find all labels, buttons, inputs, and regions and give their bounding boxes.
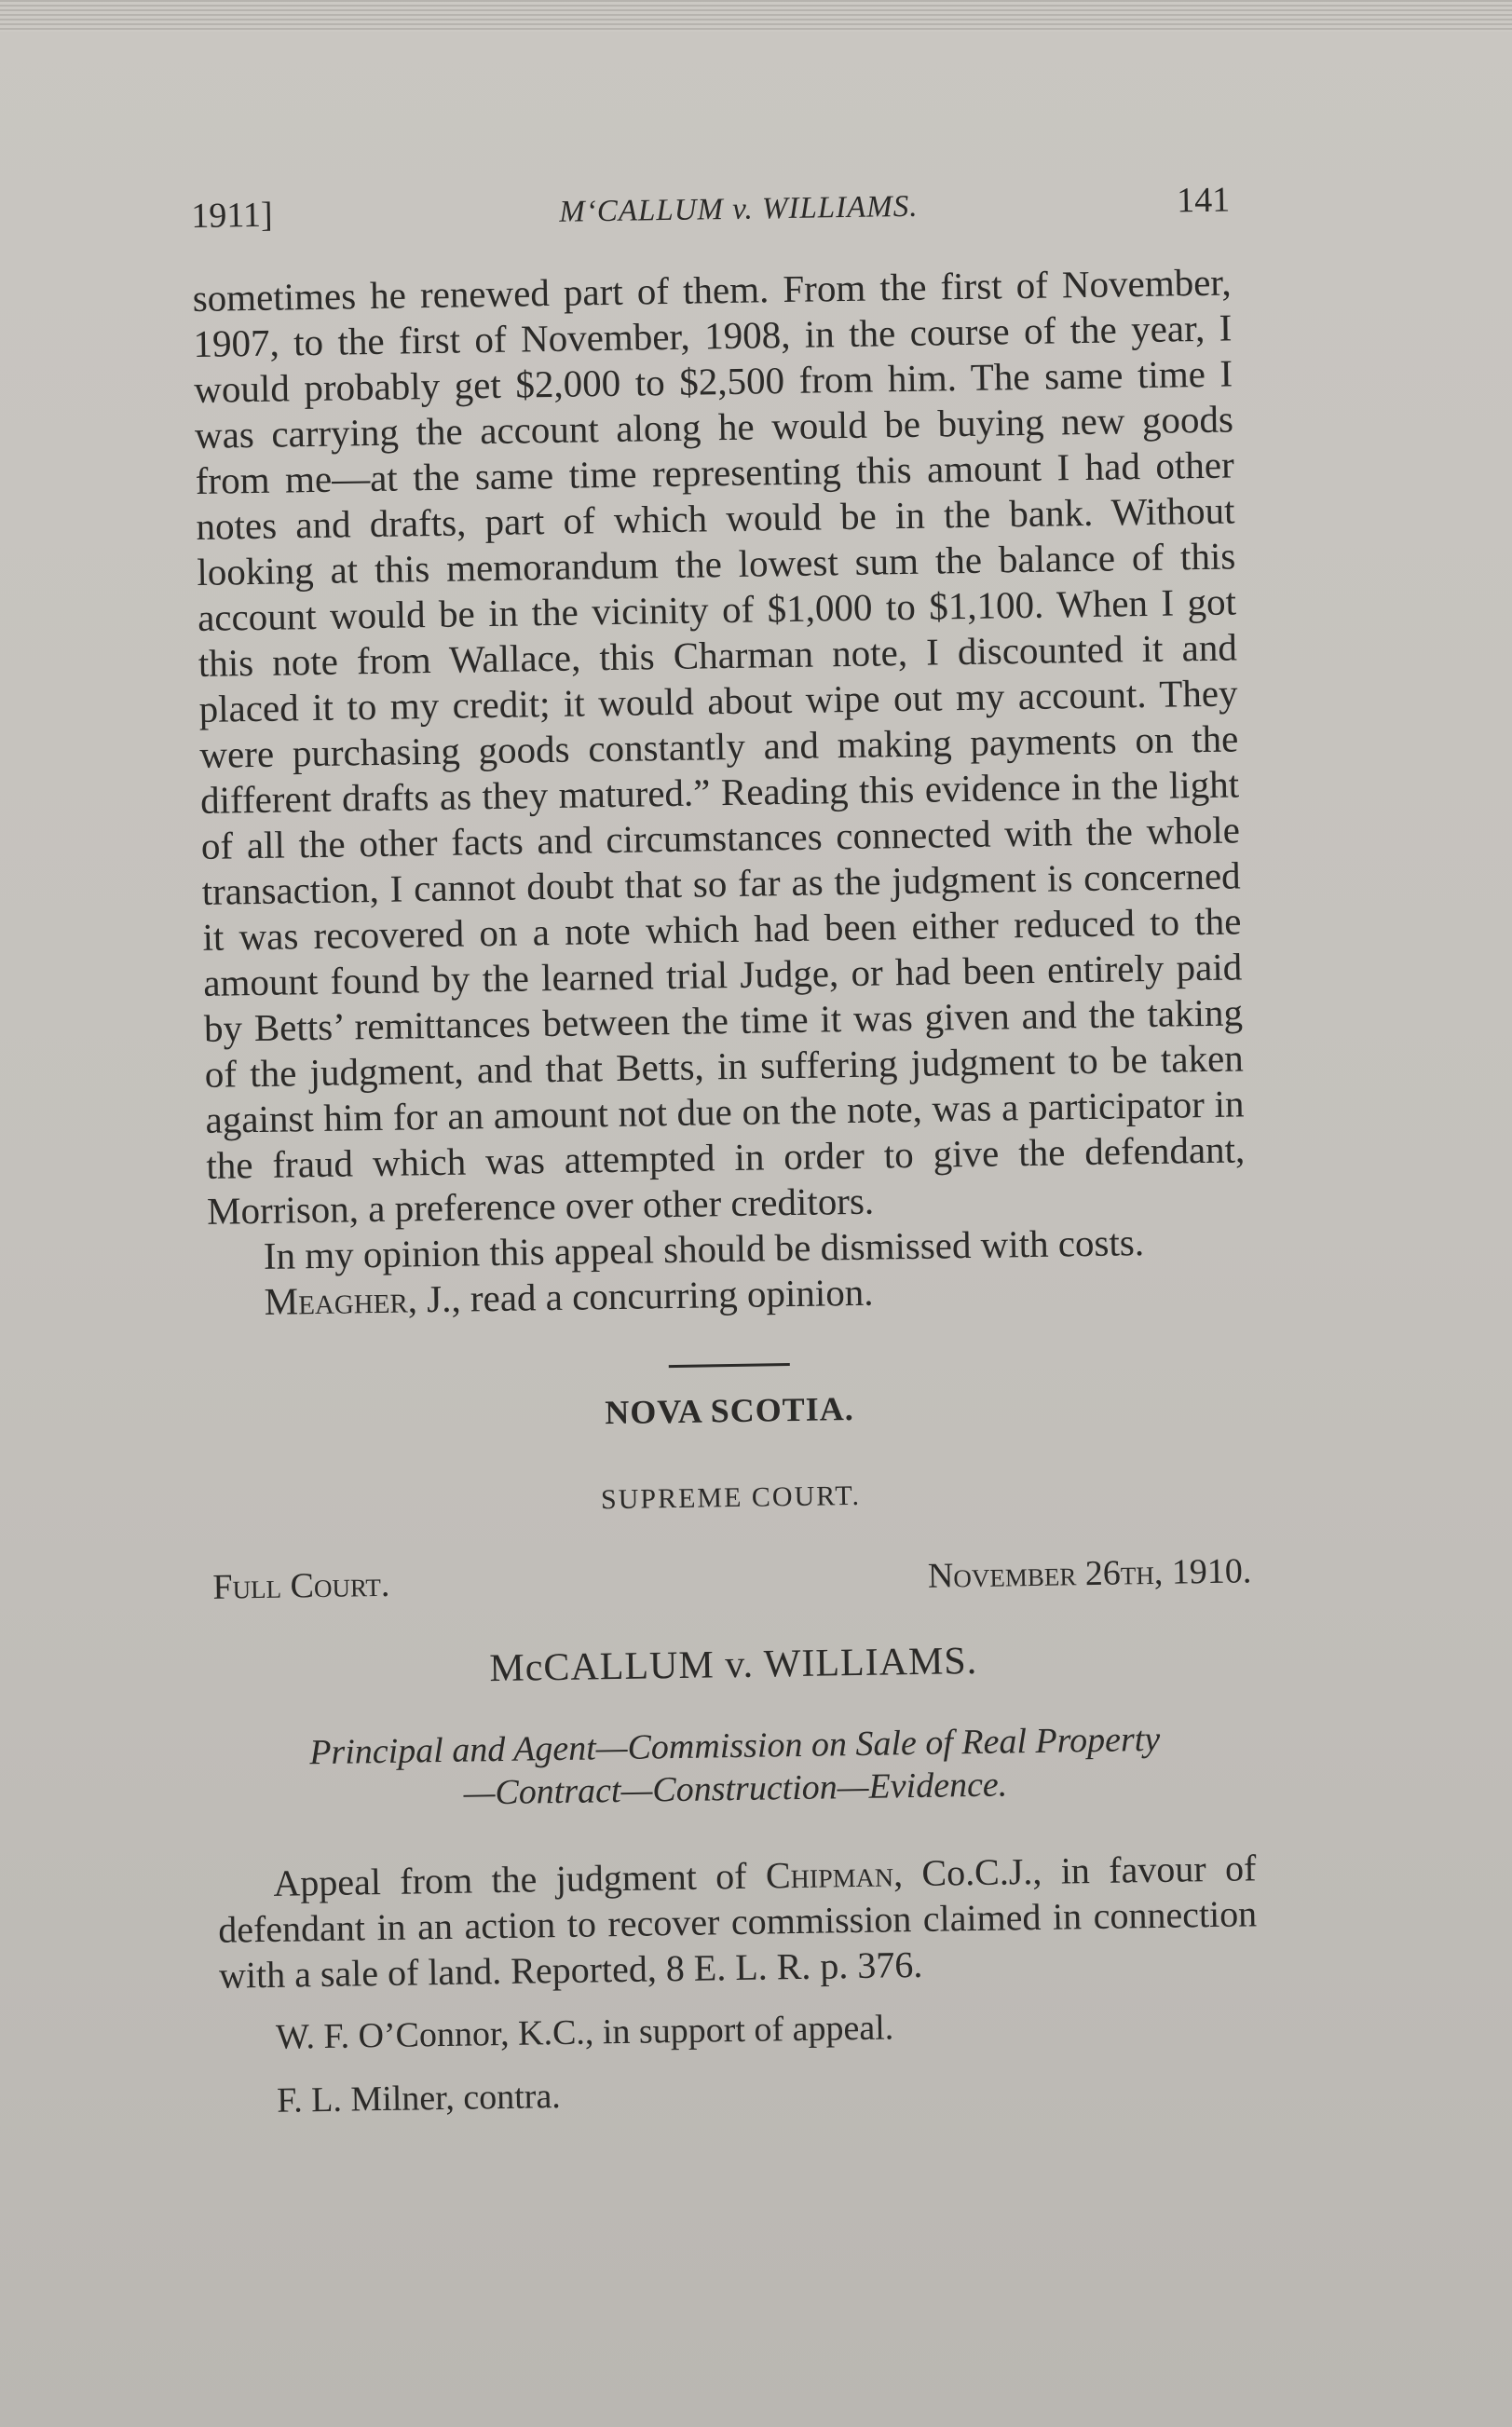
- case-title: McCALLUM v. WILLIAMS.: [489, 1639, 978, 1691]
- appeal-prefix: Appeal from the judgment of: [273, 1854, 767, 1904]
- court-heading: SUPREME COURT.: [600, 1479, 862, 1516]
- appeal-rest: , Co.C.J., in favour of defendant in an action to recover commission claimed in connection with a sale of land. Reported, 8 E. L. R. p. 376.: [217, 1847, 1258, 1997]
- decision-date: November 26th, 1910.: [927, 1551, 1252, 1596]
- page-edge: [0, 0, 1512, 32]
- judgment-text: [192, 259, 1247, 1325]
- concurring-rest: , J., read a concurring opinion.: [407, 1270, 874, 1321]
- paragraph-continued: sometimes he renewed part of them. From the first of November, 1907, to the first of November, 1908, in the course of the year, I would probably get $2,000 to $2,500 from him. The same time I was carrying the account along he would be buying new goods from me—at the same time representing this amount I had other notes and drafts, part of which would be in the bank. Without looking at this memorandum the lowest sum the balance of this account would be in the vicinity of $1,000 to $1,100. When I got this note from Wallace, this Charman note, I discounted it and placed it to my credit; it would about wipe out my account. They were purchasing goods constantly and making payments on the different drafts as they matured.” Reading this evidence in the light of all the other facts and circumstances connected with the whole transaction, I cannot doubt that so far as the judgment is concerned it was recovered on a note which had been either reduced to the amount found by the learned trial Judge, or had been entirely paid by Betts’ remittances between the time it was given and the taking of the judgment, and that Betts, in suffering judgment to be taken against him for an amount not due on the note, was a participator in the fraud which was attempted in order to give the defendant, Morrison, a preference over other creditors.: [192, 260, 1246, 1233]
- appeal-paragraph: [217, 1845, 1258, 1998]
- page-number: 141: [1176, 180, 1231, 221]
- headnote-line-1: Principal and Agent—Commission on Sale of Real Property: [308, 1719, 1161, 1773]
- section-rule: [668, 1363, 789, 1368]
- province-heading: NOVA SCOTIA.: [605, 1389, 855, 1432]
- running-head: [191, 179, 1231, 237]
- counsel-list: [220, 1998, 1260, 2124]
- judge-name-chipman: Chipman: [765, 1852, 894, 1897]
- counsel-respondent: F. L. Milner, contra.: [276, 2077, 562, 2120]
- paragraph-opinion: In my opinion this appeal should be dismissed with costs.: [263, 1220, 1145, 1277]
- appeal-summary: [217, 1845, 1258, 1998]
- judge-name-meagher: Meagher: [264, 1277, 409, 1323]
- headnote-line-2: —Contract—Construction—Evidence.: [463, 1765, 1008, 1813]
- headnote: [215, 1716, 1255, 1819]
- header-year: 1911]: [191, 195, 273, 236]
- counsel-appellant: W. F. O’Connor, K.C., in support of appeal.: [275, 2008, 894, 2057]
- page-content: [191, 179, 1260, 2124]
- court-date-line: [212, 1550, 1252, 1608]
- header-running-title: M‘CALLUM v. WILLIAMS.: [559, 189, 919, 229]
- bench-label: Full Court.: [212, 1564, 390, 1607]
